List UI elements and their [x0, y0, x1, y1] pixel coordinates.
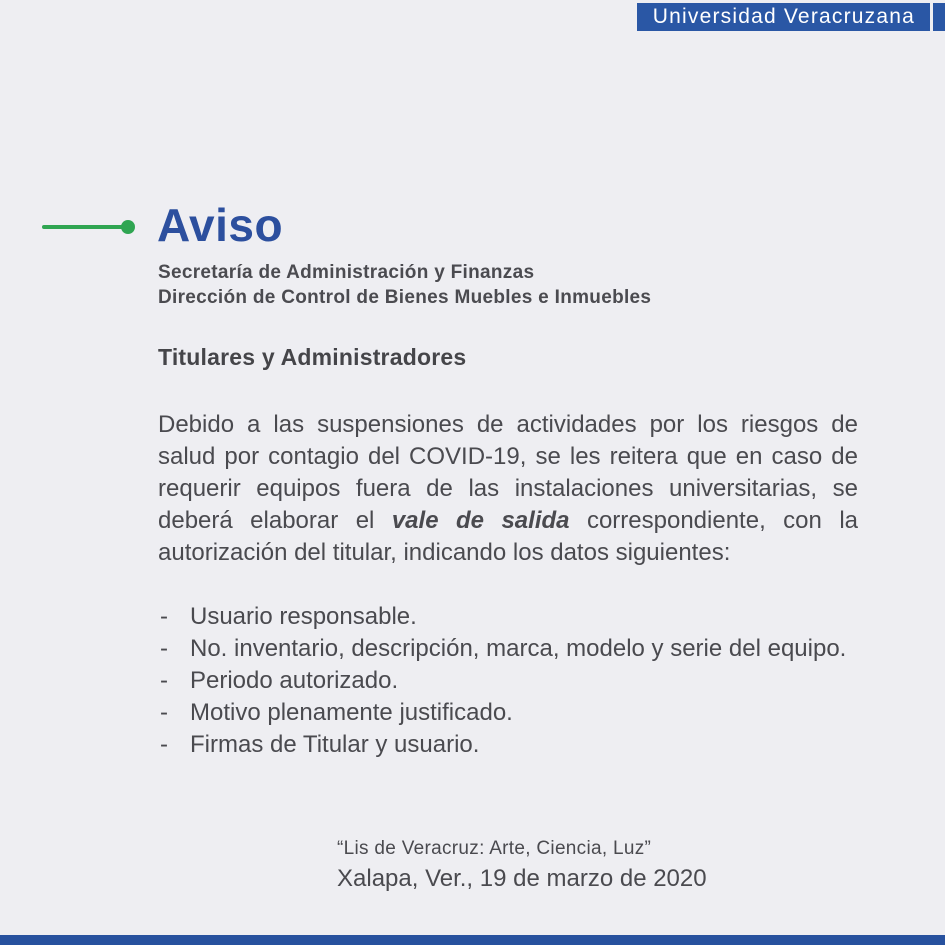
department-block	[158, 260, 651, 310]
list-item	[160, 633, 846, 665]
requirements-list	[160, 601, 846, 761]
footer-motto: “Lis de Veracruz: Arte, Ciencia, Luz”	[337, 838, 652, 859]
paragraph-part-2: correspondiente, con la autorización del titular, indicando los datos siguientes:	[158, 507, 859, 566]
list-item	[160, 697, 846, 729]
department-line-1: Secretaría de Administración y Finanzas	[158, 262, 535, 283]
list-item-text: Firmas de Titular y usuario.	[190, 731, 480, 758]
list-item-text: Periodo autorizado.	[190, 667, 399, 694]
paragraph-highlight: vale de salida	[391, 507, 570, 534]
notice-title: Aviso	[157, 199, 284, 251]
list-item	[160, 729, 846, 761]
list-item-text: Usuario responsable.	[190, 603, 417, 630]
banner-accent-tab	[933, 3, 945, 31]
footer-dateline: Xalapa, Ver., 19 de marzo de 2020	[337, 865, 707, 892]
department-line-2: Dirección de Control de Bienes Muebles e Inmuebles	[158, 287, 652, 308]
university-banner	[637, 3, 945, 31]
accent-dot	[121, 220, 135, 234]
list-bullet: -	[160, 667, 168, 694]
list-bullet: -	[160, 699, 168, 726]
notice-body-paragraph	[158, 409, 858, 569]
list-item-text: Motivo plenamente justificado.	[190, 699, 513, 726]
addressee-heading: Titulares y Administradores	[158, 344, 467, 370]
bottom-accent-bar	[0, 935, 945, 945]
list-bullet: -	[160, 635, 168, 662]
list-item	[160, 665, 846, 697]
paragraph-part-1: Debido a las suspensiones de actividades por los riesgos de salud por contagio del COVID-19, se les reitera que en caso de requerir equipos fuera de las instalaciones universitarias, se deberá elaborar el	[158, 411, 858, 534]
list-item	[160, 601, 846, 633]
accent-line	[42, 225, 124, 229]
footer-block	[337, 836, 707, 894]
list-bullet: -	[160, 603, 168, 630]
university-banner-text: Universidad Veracruzana	[637, 3, 930, 31]
list-bullet: -	[160, 731, 168, 758]
list-item-text: No. inventario, descripción, marca, modelo y serie del equipo.	[190, 635, 847, 662]
